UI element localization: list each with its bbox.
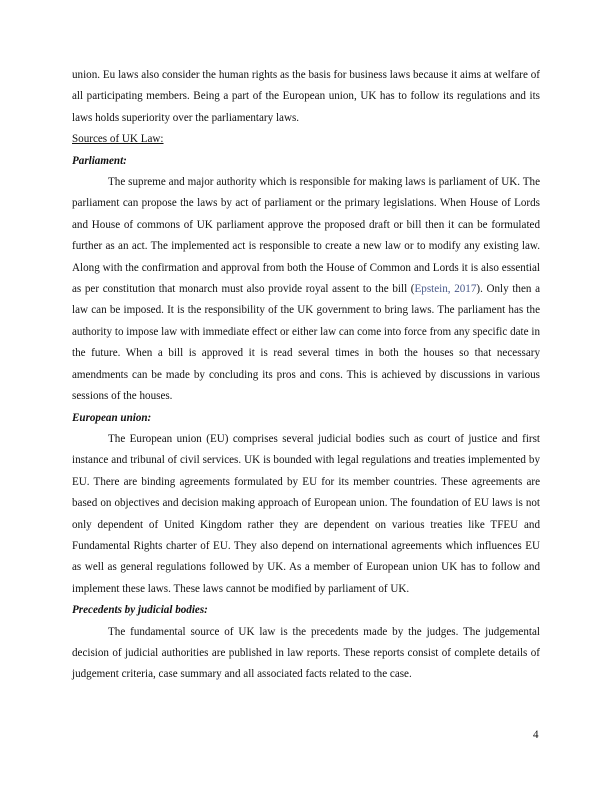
parliament-paragraph: [72, 172, 540, 407]
european-union-heading: European union:: [72, 411, 152, 424]
document-body: [72, 65, 540, 686]
precedents-heading: Precedents by judicial bodies:: [72, 604, 208, 617]
sources-heading: Sources of UK Law:: [72, 133, 164, 146]
parliament-text-part2: ). Only then a law can be imposed. It is the responsibility of the UK government to bring laws. The parliament has the authority to impose law with immediate effect or either law can come into force from any specific date in the future. When a bill is approved it is read several times in both the houses so that necessary amendments can be made by concluding its pros and cons. This is achieved by discussions in various sessions of the houses.: [72, 283, 540, 403]
parliament-text-part1: The supreme and major authority which is responsible for making laws is parliament of UK. The parliament can propose the laws by act of parliament or the primary legislations. When House of Lords and House of commons of UK parliament approve the proposed draft or bill then it can be formulated further as an act. The implemented act is responsible to create a new law or to modify any existing law. Along with the confirmation and approval from both the House of Common and Lords it is also essential as per constitution that monarch must also provide royal assent to the bill (: [72, 176, 540, 296]
citation-link[interactable]: Epstein, 2017: [414, 283, 477, 296]
intro-paragraph: union. Eu laws also consider the human rights as the basis for business laws because it aims at welfare of all participating members. Being a part of the European union, UK has to follow its regulations and its laws holds superiority over the parliamentary laws.: [72, 69, 540, 124]
european-union-paragraph: The European union (EU) comprises several judicial bodies such as court of justice and first instance and tribunal of civil services. UK is bounded with legal regulations and treaties implemented by EU. There are binding agreements formulated by EU for its member countries. These agreements are based on objectives and decision making approach of European union. The foundation of EU laws is not only dependent of United Kingdom rather they are dependent on various treaties like TFEU and Fundamental Rights charter of EU. They also depend on international agreements which influences EU as well as general regulations followed by UK. As a member of European union UK has to follow and implement these laws. These laws cannot be modified by parliament of UK.: [72, 432, 540, 595]
page-number: 4: [533, 729, 539, 741]
parliament-heading: Parliament:: [72, 154, 127, 167]
precedents-paragraph: The fundamental source of UK law is the precedents made by the judges. The judgemental decision of judicial authorities are published in law reports. These reports consist of complete details of judgement criteria, case summary and all associated facts related to the case.: [72, 625, 540, 681]
